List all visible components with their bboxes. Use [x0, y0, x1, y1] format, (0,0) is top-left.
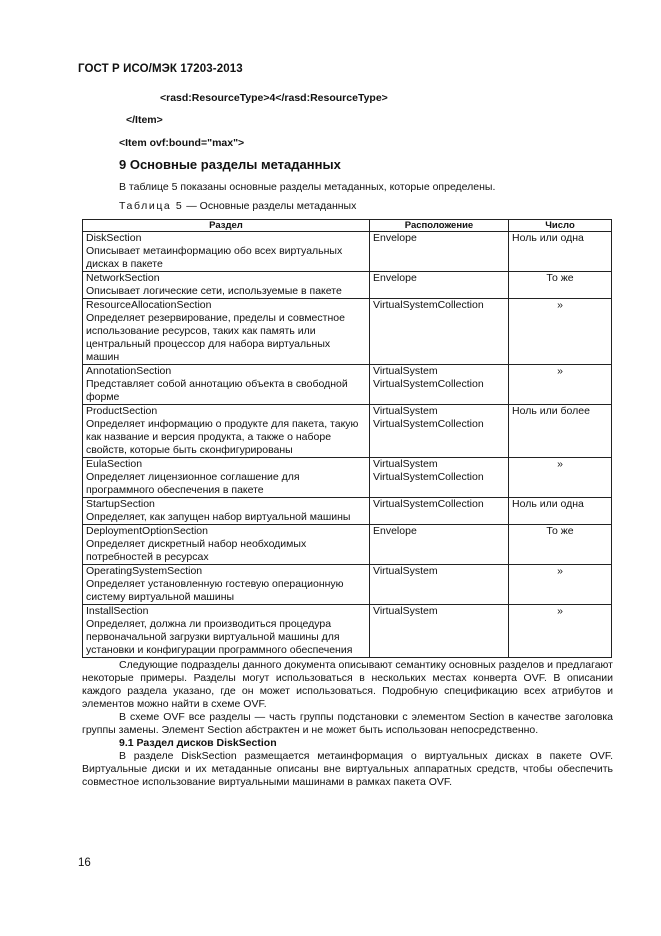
body-text: [82, 659, 613, 789]
code-line-item-close: </Item>: [126, 114, 163, 126]
section-cell: [83, 525, 370, 565]
table-row: [83, 565, 612, 605]
column-header-location: Расположение: [370, 220, 509, 232]
section-intro: В таблице 5 показаны основные разделы метаданных, которые определены.: [119, 181, 496, 193]
section-cell: [83, 458, 370, 498]
section-name: ProductSection: [86, 405, 158, 417]
section-cell: [83, 405, 370, 458]
column-header-count: Число: [509, 220, 612, 232]
standard-header: ГОСТ Р ИСО/МЭК 17203-2013: [78, 63, 243, 75]
metadata-sections-table: [82, 219, 612, 658]
count-cell: То же: [509, 272, 612, 299]
subsection-heading: 9.1 Раздел дисков DiskSection: [119, 737, 277, 749]
location-cell: VirtualSystem: [370, 565, 509, 605]
code-line-resource-type: <rasd:ResourceType>4</rasd:ResourceType>: [160, 92, 388, 104]
count-cell: Ноль или более: [509, 405, 612, 458]
count-cell: То же: [509, 525, 612, 565]
table-header-row: [83, 220, 612, 232]
section-description: Определяет лицензионное соглашение для программного обеспечения в пакете: [86, 471, 300, 496]
section-cell: [83, 299, 370, 365]
table-row: [83, 498, 612, 525]
section-name: ResourceAllocationSection: [86, 299, 212, 311]
table-row: [83, 299, 612, 365]
location-cell: Envelope: [370, 525, 509, 565]
section-cell: [83, 365, 370, 405]
section-name: InstallSection: [86, 605, 149, 617]
section-description: Описывает логические сети, используемые в пакете: [86, 285, 342, 297]
count-cell: »: [509, 365, 612, 405]
table-row: [83, 605, 612, 658]
section-description: Определяет установленную гостевую операционную систему виртуальной машины: [86, 578, 344, 603]
location-cell: VirtualSystem VirtualSystemCollection: [370, 405, 509, 458]
section-name: OperatingSystemSection: [86, 565, 203, 577]
section-cell: [83, 272, 370, 299]
section-cell: [83, 498, 370, 525]
count-cell: »: [509, 605, 612, 658]
page-number: 16: [78, 857, 91, 869]
section-name: StartupSection: [86, 498, 155, 510]
location-cell: VirtualSystemCollection: [370, 299, 509, 365]
table-row: [83, 405, 612, 458]
section-name: DeploymentOptionSection: [86, 525, 208, 537]
count-cell: »: [509, 299, 612, 365]
location-cell: VirtualSystemCollection: [370, 498, 509, 525]
section-cell: [83, 232, 370, 272]
location-cell: VirtualSystem VirtualSystemCollection: [370, 458, 509, 498]
body-paragraph-1: Следующие подразделы данного документа описывают семантику основных разделов и предлагают некоторые примеры. Разделы могут использоваться в нескольких местах конверта OVF. В описании каждого раздела указано, где он может использоваться. Подробную спецификацию всех атрибутов и элементов можно найти в схеме OVF.: [82, 659, 613, 710]
location-cell: Envelope: [370, 232, 509, 272]
section-description: Описывает метаинформацию обо всех виртуальных дисках в пакете: [86, 245, 343, 270]
section-name: NetworkSection: [86, 272, 160, 284]
section-cell: [83, 565, 370, 605]
table-caption-label: Таблица 5: [119, 200, 184, 212]
section-cell: [83, 605, 370, 658]
section-name: DiskSection: [86, 232, 142, 244]
section-description: Определяет, как запущен набор виртуальной машины: [86, 511, 351, 523]
section-description: Представляет собой аннотацию объекта в свободной форме: [86, 378, 348, 403]
count-cell: »: [509, 565, 612, 605]
body-paragraph-2: В схеме OVF все разделы — часть группы подстановки с элементом Section в качестве заголовка группы замены. Элемент Section абстрактен и не может быть использован непосредственно.: [82, 711, 613, 736]
section-description: Определяет, должна ли производиться процедура первоначальной загрузки виртуальной машины для установки и конфигурации программного обеспечения: [86, 618, 353, 656]
section-description: Определяет резервирование, пределы и совместное использование ресурсов, таких как память или центральный процессор для набора виртуальных машин: [86, 312, 345, 363]
table-caption: [119, 200, 356, 212]
count-cell: »: [509, 458, 612, 498]
body-paragraph-3: В разделе DiskSection размещается метаинформация о виртуальных дисках в пакете OVF. Виртуальные диски и их метаданные описаны вне виртуальных аппаратных средств, чтобы обеспечить совместное использование виртуальными машинами в рамках пакета OVF.: [82, 750, 613, 788]
count-cell: Ноль или одна: [509, 232, 612, 272]
table-row: [83, 525, 612, 565]
code-line-item-open: <Item ovf:bound="max">: [119, 137, 245, 149]
section-heading: 9 Основные разделы метаданных: [119, 157, 341, 172]
location-cell: VirtualSystem VirtualSystemCollection: [370, 365, 509, 405]
location-cell: VirtualSystem: [370, 605, 509, 658]
section-description: Определяет дискретный набор необходимых потребностей в ресурсах: [86, 538, 307, 563]
count-cell: Ноль или одна: [509, 498, 612, 525]
table-row: [83, 458, 612, 498]
table-row: [83, 232, 612, 272]
section-name: AnnotationSection: [86, 365, 172, 377]
section-description: Определяет информацию о продукте для пакета, такую как название и версия продукта, а также о наборе свойств, которые быть сконфигурированы: [86, 418, 359, 456]
table-caption-text: — Основные разделы метаданных: [183, 200, 357, 212]
section-name: EulaSection: [86, 458, 143, 470]
location-cell: Envelope: [370, 272, 509, 299]
table-row: [83, 365, 612, 405]
column-header-section: Раздел: [83, 220, 370, 232]
table-row: [83, 272, 612, 299]
